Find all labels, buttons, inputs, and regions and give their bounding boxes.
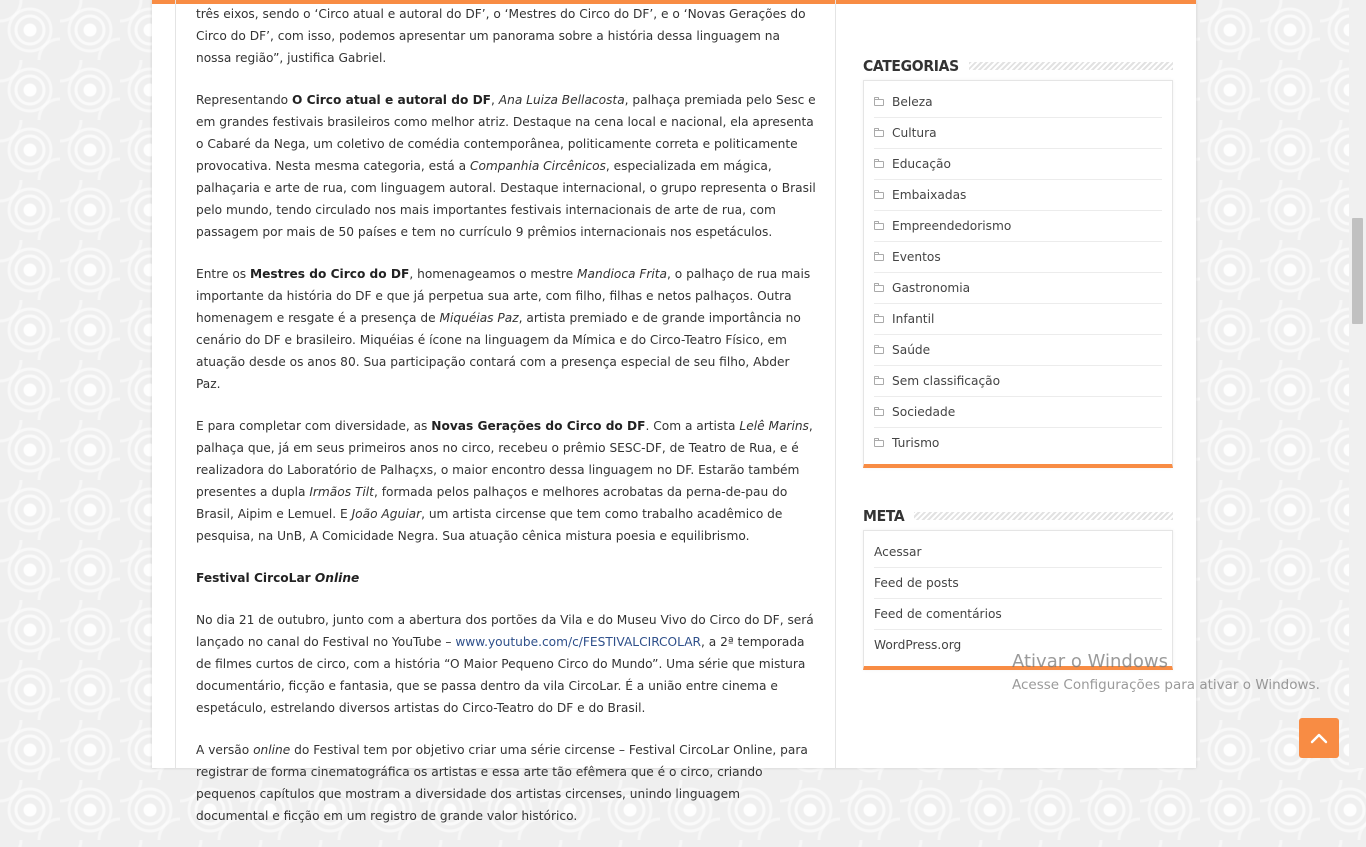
category-label[interactable]: Sem classificação <box>892 374 1001 388</box>
chevron-up-icon <box>1310 732 1328 744</box>
article-text: Representando <box>196 93 293 107</box>
meta-item[interactable] <box>874 537 1162 568</box>
article-paragraph <box>196 415 816 547</box>
article-text: , especializada em mágica, palhaçaria e arte de rua, com linguagem autoral. Destaque internacional, o grupo representa o Brasil pelo mundo, tendo circulado nos mais importantes festivais internacionais de arte de rua, com passagem por mais de 50 países e tem no currículo 9 prêmios internacionais nos espetáculos. <box>196 159 816 239</box>
article-text: Mestres do Circo do DF <box>250 267 410 281</box>
scrollbar-thumb[interactable] <box>1352 218 1363 324</box>
article-text: do Festival tem por objetivo criar uma série circense – Festival CircoLar Online, para registrar de forma cinematográfica os artistas e essa arte tão efêmera que é o circo, criando pequenos capítulos que mostram a diversidade dos artistas circenses, unindo linguagem documental e ficção em um registro de grande valor histórico. <box>196 743 808 823</box>
category-label[interactable]: Saúde <box>892 343 931 357</box>
category-item[interactable] <box>874 211 1162 242</box>
folder-icon <box>874 192 884 199</box>
category-item[interactable] <box>874 87 1162 118</box>
categories-widget-title: CATEGORIAS <box>863 57 969 75</box>
category-item[interactable] <box>874 366 1162 397</box>
categories-widget-header <box>863 52 1173 80</box>
category-label[interactable]: Sociedade <box>892 405 956 419</box>
categories-widget <box>863 52 1173 468</box>
meta-widget-title: META <box>863 507 914 525</box>
article-text: Mandioca Frita <box>577 267 668 281</box>
article-text: Entre os <box>196 267 250 281</box>
article-text: , um artista circense que tem como trabalho acadêmico de pesquisa, na UnB, A Comicidade Negra. Sua atuação cênica mistura poesia e equilibrismo. <box>196 507 783 543</box>
category-label[interactable]: Embaixadas <box>892 188 967 202</box>
meta-link[interactable]: Acessar <box>874 545 922 559</box>
category-item[interactable] <box>874 149 1162 180</box>
category-label[interactable]: Cultura <box>892 126 937 140</box>
article-text: Lelê Marins <box>739 419 809 433</box>
categories-list <box>874 87 1162 458</box>
meta-list <box>874 537 1162 660</box>
article-text: João Aguiar <box>351 507 422 521</box>
youtube-link[interactable]: www.youtube.com/c/FESTIVALCIRCOLAR <box>455 635 702 649</box>
article-body <box>196 3 816 847</box>
scroll-to-top-button[interactable] <box>1299 718 1339 758</box>
article-text: , <box>491 93 499 107</box>
meta-link[interactable]: Feed de posts <box>874 576 959 590</box>
folder-icon <box>874 285 884 292</box>
article-text: Online <box>314 571 360 585</box>
category-item[interactable] <box>874 304 1162 335</box>
folder-icon <box>874 99 884 106</box>
article-text: Companhia Circênicos <box>469 159 606 173</box>
folder-icon <box>874 316 884 323</box>
article-paragraph <box>196 609 816 719</box>
category-item[interactable] <box>874 335 1162 366</box>
folder-icon <box>874 347 884 354</box>
article-text: Irmãos Tilt <box>309 485 374 499</box>
category-label[interactable]: Infantil <box>892 312 935 326</box>
meta-link[interactable]: Feed de comentários <box>874 607 1002 621</box>
article-paragraph <box>196 3 816 69</box>
folder-icon <box>874 378 884 385</box>
category-item[interactable] <box>874 242 1162 273</box>
article-paragraph <box>196 89 816 243</box>
title-stripes-decoration <box>969 62 1173 70</box>
category-item[interactable] <box>874 180 1162 211</box>
article-text: Miquéias Paz <box>439 311 519 325</box>
article-text: Novas Gerações do Circo do DF <box>431 419 646 433</box>
meta-widget <box>863 502 1173 670</box>
article-text: , o palhaço de rua mais importante da história do DF e que já perpetua sua arte, com filho, filhas e netos palhaços. Outra homenagem e resgate é a presença de <box>196 267 811 325</box>
meta-item[interactable] <box>874 568 1162 599</box>
category-label[interactable]: Beleza <box>892 95 933 109</box>
article-text: , a 2ª temporada de filmes curtos de circo, com a história “O Maior Pequeno Circo do Mundo”. Uma série que mistura documentário, ficção e fantasia, que se passa dentro da vila CircoLar. É a união entre cinema e espetáculo, estrelando diversos artistas do Circo-Teatro do DF e do Brasil. <box>196 635 806 715</box>
category-item[interactable] <box>874 428 1162 458</box>
article-text: No dia 21 de outubro, junto com a abertura dos portões da Vila e do Museu Vivo do Circo do DF, será lançado no canal do Festival no YouTube – <box>196 613 814 649</box>
article-text: O Circo atual e autoral do DF <box>292 93 492 107</box>
meta-widget-header <box>863 502 1173 530</box>
meta-item[interactable] <box>874 599 1162 630</box>
article-text: Festival CircoLar <box>196 571 315 585</box>
category-label[interactable]: Eventos <box>892 250 941 264</box>
category-label[interactable]: Educação <box>892 157 951 171</box>
watermark-title: Ativar o Windows <box>1012 651 1168 672</box>
folder-icon <box>874 440 884 447</box>
folder-icon <box>874 223 884 230</box>
category-label[interactable]: Turismo <box>892 436 940 450</box>
category-item[interactable] <box>874 273 1162 304</box>
article-text: . Com a artista <box>645 419 740 433</box>
folder-icon <box>874 254 884 261</box>
windows-activation-watermark <box>1012 650 1320 694</box>
folder-icon <box>874 409 884 416</box>
meta-link[interactable]: WordPress.org <box>874 638 962 652</box>
categories-widget-body <box>863 80 1173 468</box>
category-label[interactable]: Gastronomia <box>892 281 971 295</box>
article-text: , palhaça que, já em seus primeiros anos no circo, recebeu o prêmio SESC-DF, de Teatro de Rua, e é realizadora do Laboratório de Palhaçxs, o maior encontro dessa linguagem no DF. Estarão também presentes a dupla <box>196 419 813 499</box>
article-paragraph <box>196 263 816 395</box>
folder-icon <box>874 130 884 137</box>
article-text: , artista premiado e de grande importância no cenário do DF e brasileiro. Miquéias é ícone na linguagem da Mímica e do Circo-Teatro Físico, em atuação desde os anos 80. Sua participação contará com a presença especial de seu filho, Abder Paz. <box>196 311 801 391</box>
article-text: , palhaça premiada pelo Sesc e em grandes festivais brasileiros como melhor atriz. Destaque na cena local e nacional, ela apresenta o Cabaré da Nega, um coletivo de comédia contemporânea, politicamente correta e politicamente provocativa. Nesta mesma categoria, está a <box>196 93 816 173</box>
category-item[interactable] <box>874 397 1162 428</box>
category-label[interactable]: Empreendedorismo <box>892 219 1012 233</box>
article-text: E para completar com diversidade, as <box>196 419 432 433</box>
article-text: A versão <box>196 743 254 757</box>
article-paragraph <box>196 567 816 589</box>
article-text: três eixos, sendo o ‘Circo atual e autoral do DF’, o ‘Mestres do Circo do DF’, e o ‘Novas Gerações do Circo do DF’, com isso, podemos apresentar um panorama sobre a história dessa linguagem na nossa região”, justifica Gabriel. <box>196 7 806 65</box>
meta-widget-body <box>863 530 1173 670</box>
vertical-scrollbar[interactable] <box>1349 0 1366 768</box>
article-text: Ana Luiza Bellacosta <box>498 93 625 107</box>
folder-icon <box>874 161 884 168</box>
category-item[interactable] <box>874 118 1162 149</box>
article-text: , formada pelos palhaços e melhores acrobatas da perna-de-pau do Brasil, Aipim e Lemuel. E <box>196 485 788 521</box>
article-paragraph <box>196 739 816 827</box>
watermark-subtitle: Acesse Configurações para ativar o Windows. <box>1012 677 1320 693</box>
article-text: , homenageamos o mestre <box>409 267 578 281</box>
article-text: online <box>253 743 291 757</box>
title-stripes-decoration <box>914 512 1173 520</box>
